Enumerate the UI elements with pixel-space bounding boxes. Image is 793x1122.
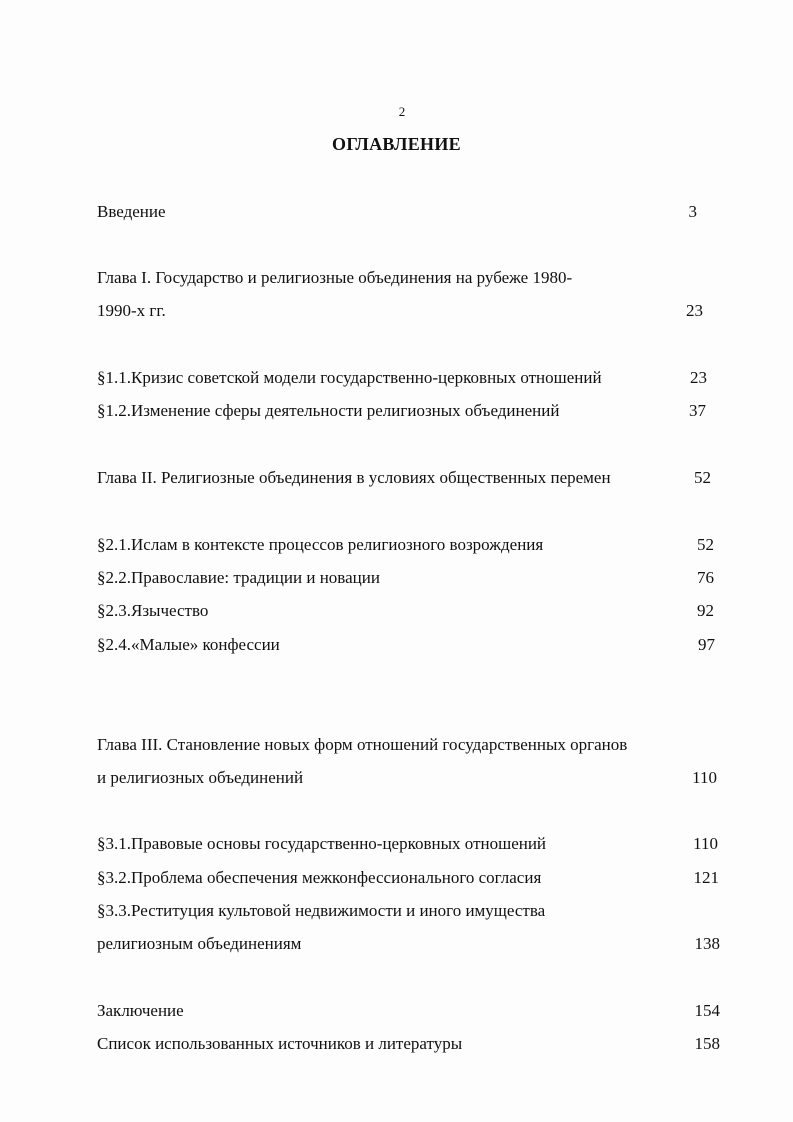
- page-title: ОГЛАВЛЕНИЕ: [332, 134, 461, 154]
- toc-entry-section-2-1: §2.1.Ислам в контексте процессов религиозного возрождения: [97, 535, 544, 554]
- toc-page-section-3-2: 121: [693, 868, 719, 887]
- toc-entry-chapter-2: Глава II. Религиозные объединения в условиях общественных перемен: [97, 468, 611, 487]
- toc-entry-section-3-2: §3.2.Проблема обеспечения межконфессионального согласия: [97, 868, 542, 887]
- toc-page-section-2-2: 76: [697, 568, 714, 587]
- toc-entry-section-2-3: §2.3.Язычество: [97, 601, 209, 620]
- toc-page-conclusion: 154: [694, 1001, 720, 1020]
- toc-page-sources: 158: [694, 1034, 720, 1053]
- toc-page-chapter-3: 110: [692, 768, 717, 787]
- toc-entry-section-1-1: §1.1.Кризис советской модели государственно-церковных отношений: [97, 368, 602, 387]
- toc-page-introduction: 3: [688, 202, 697, 221]
- toc-page-section-1-2: 37: [689, 401, 706, 420]
- toc-page-chapter-2: 52: [694, 468, 711, 487]
- toc-entry-section-2-4: §2.4.«Малые» конфессии: [97, 635, 280, 654]
- toc-entry-chapter-1-line-2: 1990-х гг.: [97, 301, 166, 320]
- toc-entry-section-3-1: §3.1.Правовые основы государственно-церковных отношений: [97, 834, 547, 853]
- toc-page-section-2-1: 52: [697, 535, 714, 554]
- toc-entry-section-3-3-line-1: §3.3.Реституция культовой недвижимости и иного имущества: [97, 901, 546, 920]
- toc-page-section-2-4: 97: [698, 635, 715, 654]
- toc-page-section-3-3: 138: [694, 934, 720, 953]
- toc-page-chapter-1: 23: [686, 301, 703, 320]
- toc-entry-chapter-3-line-2: и религиозных объединений: [97, 768, 304, 787]
- toc-page-section-3-1: 110: [693, 834, 718, 853]
- toc-page-section-1-1: 23: [690, 368, 707, 387]
- toc-entry-sources: Список использованных источников и литературы: [97, 1034, 463, 1053]
- toc-entry-chapter-1-line-1: Глава I. Государство и религиозные объединения на рубеже 1980-: [97, 268, 573, 287]
- toc-page-section-2-3: 92: [697, 601, 714, 620]
- toc-entry-section-3-3-line-2: религиозным объединениям: [97, 934, 302, 953]
- page-number: 2: [398, 104, 406, 119]
- toc-entry-chapter-3-line-1: Глава III. Становление новых форм отношений государственных органов: [97, 735, 628, 754]
- toc-entry-conclusion: Заключение: [97, 1001, 184, 1020]
- toc-entry-section-1-2: §1.2.Изменение сферы деятельности религиозных объединений: [97, 401, 560, 420]
- toc-entry-introduction: Введение: [97, 202, 166, 221]
- toc-entry-section-2-2: §2.2.Православие: традиции и новации: [97, 568, 380, 587]
